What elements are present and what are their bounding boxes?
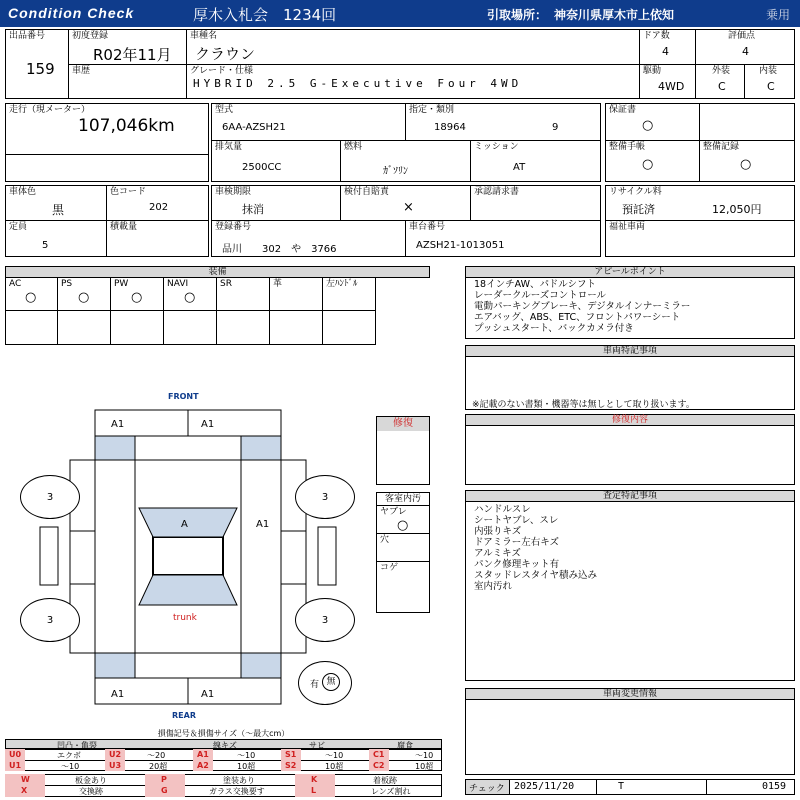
vehicle-liability_label: 検付自賠責 [344,187,390,197]
grade-cell [186,64,640,99]
vehicle-displacement_label: 排気量 [215,142,243,152]
grid-cell [110,277,164,311]
vehicle-category: 9 [552,122,559,133]
equipment-values-2: ○ [131,290,143,305]
stamp-circle [298,661,352,705]
legend-rows-0-3-1: 〜10 [325,751,344,760]
changes-title: 車両変更情報 [602,689,657,699]
mileage: 107,046km [78,116,175,136]
footer-row [465,779,795,795]
color-cell [5,185,107,221]
legend-rows-1-1-1: 20超 [149,762,168,771]
fuel-cell [340,140,471,182]
interior_stain-items-0-label: ヤブレ [380,507,407,517]
legend-extra-1-0-1: 交換跡 [79,787,103,796]
legend-rows-1-4-0: C2 [373,761,385,770]
legend-title: 損傷記号＆損傷サイズ（〜最大cm） [157,729,290,738]
vehicle-fuel: ｶﾞｿﾘﾝ [383,166,408,177]
special-title: 車両特記事項 [602,346,657,356]
vehicle-interior_label: 内装 [759,66,778,76]
model-cell [211,103,406,141]
trunk-label: trunk [173,613,197,623]
grid-cell [5,310,58,345]
diagram-roof: A [181,519,188,530]
legend-rows-1-2-1: 10超 [237,762,256,771]
vehicle-lot_label: 出品番号 [9,31,46,41]
appeal-title: アピールポイント [594,267,666,277]
interior-cell [744,64,795,99]
vehicle-designation: 18964 [434,122,466,133]
appeal-lines-4: プッシュスタート、バックカメラ付き [474,323,634,334]
footer-date: 2025/11/20 [514,781,575,792]
drive-cell [639,64,696,99]
diagram-wheel_rr: 3 [321,614,329,626]
legend-rows-0-4-1: 〜10 [415,751,434,760]
warranty-cell [605,103,700,141]
vehicle-mission: AT [513,162,526,173]
vehicle-load_label: 積載量 [110,222,138,232]
welfare-cell [605,220,795,257]
vehicle-recycle_status: 預託済 [622,203,655,216]
wheel-front-right [295,475,355,519]
legend-rows-1-0-1: 〜10 [61,762,80,771]
appeal-body [465,277,795,339]
vehicle-chassis_label: 車台番号 [409,222,446,232]
exterior-cell [695,64,745,99]
pickup-label: 引取場所： [487,8,548,22]
vehicle-welfare_label: 福祉車両 [609,222,646,232]
equipment-columns-2: PW [114,279,129,289]
interior_stain-items-0-mark: ○ [397,518,409,533]
appeal-lines-1: レーダークルーズコントロール [474,290,607,301]
legend-extra-0-2-1: 着板跡 [373,776,397,785]
equipment-columns-0: AC [9,279,22,289]
legend-rows-0-2-0: A1 [197,750,209,759]
vehicle-fuel_label: 燃料 [344,142,363,152]
front-label: FRONT [168,392,199,401]
diagram-wheel_fr: 3 [321,491,329,503]
equipment-columns-3: NAVI [167,279,189,289]
vehicle-doors_label: ドア数 [643,31,670,41]
legend-rows-0-1-1: 〜20 [147,751,166,760]
interior-stain-box [376,492,430,613]
inspection_notes-lines-1: シートヤブレ、スレ [474,515,559,526]
grid-cell [322,310,376,345]
legend-groups-2: サビ [309,741,325,750]
vehicle-drive: 4WD [658,80,685,93]
mileage-extra [5,154,209,182]
pickup-location: 神奈川県厚木市上依知 [554,8,675,22]
grid-cell [57,277,111,311]
repair-title: 修復内容 [611,415,648,425]
footer-number: 0159 [762,781,787,792]
displacement-cell [211,140,341,182]
grid-cell [216,277,270,311]
liability-cell [340,185,471,221]
vehicle-drive_label: 駆動 [643,66,662,76]
legend-extra-0-0-0: W [21,775,30,784]
legend-rows-0-3-0: S1 [285,750,297,759]
vehicle-mission_label: ミッション [474,142,519,152]
header-title: Condition Check [8,5,135,21]
vehicle-model: 6AA-AZSH21 [222,122,286,133]
inspection_notes-title: 査定特記事項 [602,491,657,501]
legend-rows-0-1-0: U2 [109,750,122,759]
equipment-values-1: ○ [78,290,90,305]
diagram-bottom_left: A1 [111,689,125,700]
vehicle-type: 乗用 [766,8,791,22]
vehicle-reg_no: 品川 302 や 3766 [222,244,337,255]
appeal-lines-0: 18インチAW、パドルシフト [474,279,597,290]
grid-cell [216,310,270,345]
legend-rows-0-0-0: U0 [9,750,22,759]
header-bar [0,0,800,27]
grid-cell [163,310,217,345]
diagram-wheel_rl: 3 [46,614,54,626]
vehicle-chassis: AZSH21-1013051 [416,240,505,251]
repair-side-box [376,416,430,485]
manual-cell [605,140,700,182]
diagram-stamp_label: 有 [310,680,320,690]
grid-cell [322,277,376,311]
doors-cell [639,29,696,65]
changes-body [465,699,795,775]
grid-cell [57,310,111,345]
inspection_notes-lines-6: スタッドレスタイヤ積み込み [474,570,598,581]
legend-extra-0-1-0: P [161,775,167,784]
grid-cell [5,277,58,311]
legend-groups-3: 腐食 [397,741,413,750]
capacity-cell [5,220,107,257]
vehicle-warranty_label: 保証書 [609,105,637,115]
diagram-top_right: A1 [201,419,215,430]
interior_stain-items-2-label: コゲ [380,563,399,573]
equipment-grid [5,277,430,345]
appeal-lines-2: 電動パーキングブレーキ、デジタルインナーミラー [474,301,691,312]
vehicle-exterior_label: 外装 [712,66,731,76]
wheel-rear-right [295,598,355,642]
vehicle-color_label: 車体色 [9,187,37,197]
diagram-top_left: A1 [111,419,125,430]
vehicle-designation_label: 指定・類別 [409,105,455,115]
vehicle-color_code: 202 [149,202,169,213]
stamp-mark: 無 [322,673,340,691]
legend-extra-0-0-1: 板金あり [75,776,107,785]
grid-cell [110,310,164,345]
service-record-cell [699,140,795,182]
wheel-rear-left [20,598,80,642]
legend-extra-0-1-1: 塗装あり [223,776,255,785]
first-reg: R02年11月 [93,46,172,64]
vehicle-manual: ○ [642,157,654,172]
inspection_notes-lines-4: アルミキズ [474,548,521,559]
diagram-bottom_right: A1 [201,689,215,700]
vehicle-car_name_label: 車種名 [190,31,218,41]
legend-groups-1: 線キズ [213,741,237,750]
legend-extra-1-2-0: L [311,786,317,795]
interior_stain-title: 客室内汚 [377,493,429,506]
vehicle-service_record_label: 整備記録 [703,142,740,152]
vehicle-score: 4 [742,45,749,58]
vehicle-inspection: 抹消 [242,203,264,216]
vehicle-liability: × [403,200,414,215]
legend-rows-0-0-1: エクボ [57,751,81,760]
first-reg-cell [68,29,187,65]
score-cell [695,29,795,65]
equipment-title: 装備 [208,267,227,277]
vehicle-first_reg_label: 初度登録 [72,31,109,41]
legend-rows-0-4-0: C1 [373,750,385,759]
mission-cell [470,140,601,182]
grid-cell [163,277,217,311]
equipment-columns-4: SR [220,279,232,289]
vehicle-color_code_label: 色コード [110,187,147,197]
rear-label: REAR [172,711,196,720]
repair-body [465,425,795,485]
inspection-cell [211,185,341,221]
vehicle-doors: 4 [662,45,669,58]
grade: HYBRID 2.5 G-Executive Four 4WD [193,77,523,90]
legend-extra-1-2-1: レンズ割れ [371,787,411,796]
inspection_notes-lines-3: ドアミラー左右キズ [474,537,560,548]
grid-cell [269,310,323,345]
repair-side_label: 修復 [377,417,429,431]
vehicle-approval_label: 承認請求書 [474,187,520,197]
recycle-cell [605,185,795,221]
vehicle-recycle_amount: 12,050円 [712,203,762,216]
vehicle-reg_no_label: 登録番号 [215,222,252,232]
vehicle-interior: C [767,80,775,93]
vehicle-model_label: 型式 [215,105,234,115]
lot-cell [5,29,69,99]
vehicle-capacity: 5 [42,240,49,251]
vehicle-history_label: 車歴 [72,66,91,76]
special-note: ※記載のない書類・機器等は無しとして取り扱います。 [472,400,695,410]
warranty-extra [699,103,795,141]
vehicle-warranty: ○ [642,118,654,133]
damage-legend [5,729,442,797]
mileage-cell [5,103,209,155]
vehicle-manual_label: 整備手帳 [609,142,646,152]
car-name: クラウン [195,45,256,63]
legend-extra-1-0-0: X [21,786,28,795]
legend-rows-1-4-1: 10超 [415,762,434,771]
approval-cell [470,185,601,221]
car-name-cell [186,29,640,65]
legend-rows-1-2-0: A2 [197,761,209,770]
vehicle-inspection_label: 車検期限 [215,187,252,197]
reg-no-cell [211,220,406,257]
vehicle-color: 黒 [52,203,65,217]
grid-cell [269,277,323,311]
legend-rows-1-0-0: U1 [9,761,22,770]
legend-extra-0-2-0: K [311,775,318,784]
vehicle-grade_label: グレード・仕様 [190,66,254,76]
equipment-columns-1: PS [61,279,73,289]
designation-cell [405,103,601,141]
legend-rows-1-3-0: S2 [285,761,297,770]
vehicle-recycle_label: リサイクル料 [609,187,662,197]
legend-extra-1-1-1: ガラス交換要す [209,787,265,796]
inspection_notes-lines-7: 室内汚れ [474,581,513,592]
legend-rows-0-2-1: 〜10 [237,751,256,760]
color-code-cell [106,185,209,221]
vehicle-capacity_label: 定員 [9,222,28,232]
inspection_notes-lines-5: パンク修理キット有 [474,559,560,570]
vehicle-score_label: 評価点 [728,31,756,41]
auction-name: 厚木入札会 1234回 [193,6,337,24]
equipment-values-0: ○ [25,290,37,305]
vehicle-service_record: ○ [740,157,752,172]
legend-groups-0: 凹凸・亀裂 [57,741,97,750]
footer-check_label: チェック [469,784,505,794]
inspection_notes-lines-2: 内張りキズ [474,526,522,537]
vehicle-mileage_label: 走行（現メーター） [9,105,91,115]
equipment-columns-6: 左ﾊﾝﾄﾞﾙ [326,279,358,289]
interior_stain-items-1-label: 穴 [380,535,390,545]
special-body [465,356,795,410]
wheel-front-left [20,475,80,519]
footer-mark: T [618,781,625,792]
equipment-columns-5: 革 [273,279,283,289]
lot-number: 159 [26,60,55,78]
chassis-cell [405,220,601,257]
vehicle-exterior: C [718,80,726,93]
legend-rows-1-3-1: 10超 [325,762,344,771]
legend-rows-1-1-0: U3 [109,761,122,770]
diagram-right_side: A1 [256,519,270,530]
history-cell [68,64,187,99]
car-diagram [0,385,376,725]
load-cell [106,220,209,257]
appeal-lines-3: エアバッグ、ABS、ETC、フロントパワーシート [474,312,681,323]
inspection_notes-lines-0: ハンドルスレ [474,504,531,515]
equipment-values-3: ○ [184,290,196,305]
legend-extra-1-1-0: G [161,786,168,795]
notes-body [465,501,795,681]
diagram-wheel_fl: 3 [46,491,54,503]
vehicle-displacement: 2500CC [242,162,282,173]
